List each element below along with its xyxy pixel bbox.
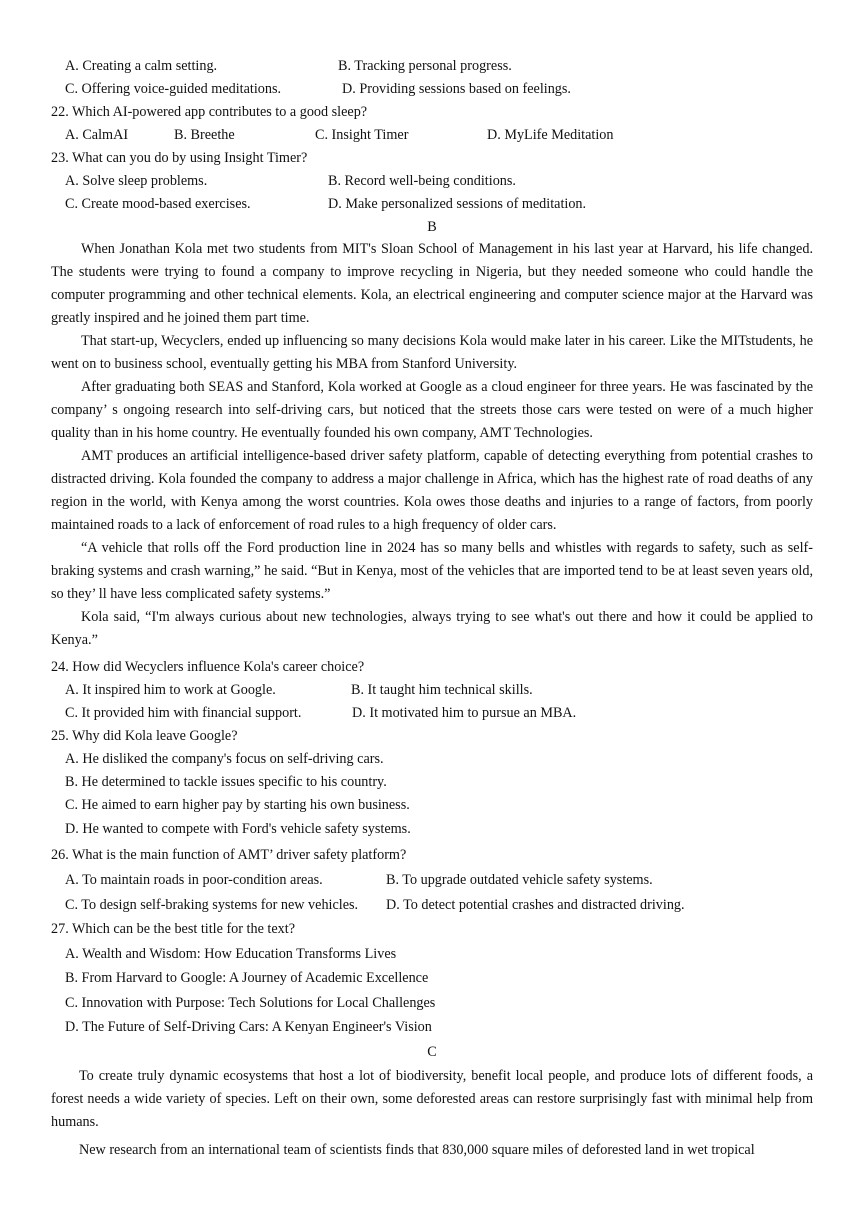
- q22-option-a: A. CalmAI: [65, 127, 129, 143]
- q21-option-a: A. Creating a calm setting.: [65, 58, 218, 74]
- q26-option-b: B. To upgrade outdated vehicle safety systems.: [386, 872, 653, 888]
- q26-option-c: C. To design self-braking systems for new vehicles.: [65, 897, 359, 913]
- q24-option-a: A. It inspired him to work at Google.: [65, 682, 276, 698]
- q23-stem: 23. What can you do by using Insight Timer?: [51, 150, 308, 166]
- passage-b-paragraph-2: That start-up, Wecyclers, ended up influencing so many decisions Kola would make later in his career. Like the MITstudents, he went on to business school, eventually getting his MBA from Stanford University.: [51, 333, 813, 373]
- q22-option-d: D. MyLife Meditation: [487, 127, 614, 143]
- q21-option-c: C. Offering voice-guided meditations.: [65, 81, 282, 97]
- q24-stem: 24. How did Wecyclers influence Kola's career choice?: [51, 659, 365, 675]
- q26-option-d: D. To detect potential crashes and distracted driving.: [386, 897, 685, 913]
- q25-stem: 25. Why did Kola leave Google?: [51, 728, 238, 744]
- q24-option-c: C. It provided him with financial support.: [65, 705, 302, 721]
- passage-b-paragraph-1: When Jonathan Kola met two students from MIT's Sloan School of Management in his last year at Harvard, his life changed. The students were trying to found a company to improve recycling in Nigeria, but they needed someone who could handle the computer programming and other technical elements. Kola, an electrical engineering and computer science major at the Harvard was greatly inspired and he joined them part time.: [51, 241, 813, 327]
- passage-c-paragraph-1: To create truly dynamic ecosystems that host a lot of biodiversity, benefit local people, and produce lots of different foods, a forest needs a wide variety of species. Left on their own, some deforested areas can restore surprisingly fast with minimal help from humans.: [51, 1068, 813, 1131]
- q22-option-c: C. Insight Timer: [315, 127, 409, 143]
- q25-option-b: B. He determined to tackle issues specific to his country.: [65, 774, 387, 790]
- q25-option-d: D. He wanted to compete with Ford's vehicle safety systems.: [65, 821, 411, 837]
- q21-option-d: D. Providing sessions based on feelings.: [342, 81, 571, 97]
- q23-option-d: D. Make personalized sessions of meditation.: [328, 196, 587, 212]
- q24-option-d: D. It motivated him to pursue an MBA.: [352, 705, 577, 721]
- q27-option-d: D. The Future of Self-Driving Cars: A Kenyan Engineer's Vision: [65, 1019, 432, 1035]
- q27-stem: 27. Which can be the best title for the text?: [51, 921, 295, 937]
- section-c-heading: C: [427, 1044, 437, 1060]
- q23-option-c: C. Create mood-based exercises.: [65, 196, 251, 212]
- q22-stem: 22. Which AI-powered app contributes to a good sleep?: [51, 104, 368, 120]
- q25-option-a: A. He disliked the company's focus on self-driving cars.: [65, 751, 384, 767]
- passage-c-paragraph-2: New research from an international team of scientists finds that 830,000 square miles of deforested land in wet tropical: [79, 1142, 755, 1158]
- q24-option-b: B. It taught him technical skills.: [351, 682, 533, 698]
- q23-option-b: B. Record well-being conditions.: [328, 173, 516, 189]
- q26-option-a: A. To maintain roads in poor-condition areas.: [65, 872, 323, 888]
- q26-stem: 26. What is the main function of AMT’ driver safety platform?: [51, 847, 407, 863]
- passage-b-paragraph-4: AMT produces an artificial intelligence-based driver safety platform, capable of detecting everything from potential crashes to distracted driving. Kola founded the company to address a major challenge in Africa, which has the highest rate of road deaths of any region in the world, with Kenya among the worst countries. Kola owes those deaths and injuries to a range of factors, from poorly maintained roads to a lack of enforcement of road rules to a high frequency of older cars.: [51, 448, 813, 534]
- q27-option-a: A. Wealth and Wisdom: How Education Transforms Lives: [65, 946, 397, 962]
- q21-option-b: B. Tracking personal progress.: [338, 58, 512, 74]
- q27-option-c: C. Innovation with Purpose: Tech Solutions for Local Challenges: [65, 995, 436, 1011]
- passage-b-paragraph-3: After graduating both SEAS and Stanford, Kola worked at Google as a cloud engineer for three years. He was fascinated by the company’ s ongoing research into self-driving cars, but noticed that the streets those cars were tested on were of a much higher quality than in his home country. He eventually founded his own company, AMT Technologies.: [51, 379, 813, 442]
- q27-option-b: B. From Harvard to Google: A Journey of Academic Excellence: [65, 970, 429, 986]
- q22-option-b: B. Breethe: [174, 127, 235, 143]
- passage-b-paragraph-6: Kola said, “I'm always curious about new technologies, always trying to see what's out there and how it could be applied to Kenya.”: [51, 609, 813, 649]
- section-b-heading: B: [427, 219, 437, 235]
- q23-option-a: A. Solve sleep problems.: [65, 173, 208, 189]
- passage-b-paragraph-5: “A vehicle that rolls off the Ford production line in 2024 has so many bells and whistles with regards to safety, such as self-braking systems and crash warning,” he said. “But in Kenya, most of the vehicles that are imported tend to be at least seven years old, so they’ ll have less complicated safety systems.”: [51, 540, 813, 603]
- q25-option-c: C. He aimed to earn higher pay by starting his own business.: [65, 797, 410, 813]
